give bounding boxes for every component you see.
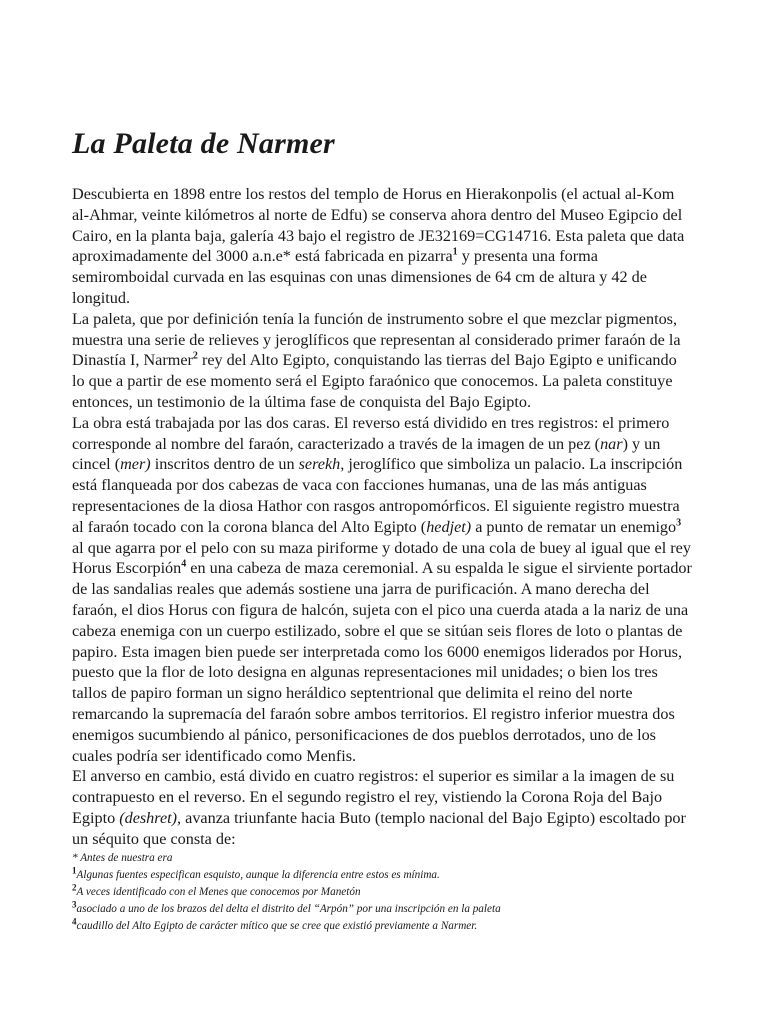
- text-run: en una cabeza de maza ceremonial. A su espalda le sigue el sirviente portador de las sandalias reales que además sostiene una jarra de purificación. A mano derecha del faraón, el dios Horus con figura de halcón, sujeta con el pico una cuerda atada a la nariz de una cabeza enemiga con un cuerpo estilizado, sobre el que se sitúan seis flores de loto o plantas de papiro. Esta imagen bien puede ser interpretada como los 6000 enemigos liderados por Horus, puesto que la flor de loto designa en algunas representaciones mil unidades; o bien los tres tallos de papiro forman un signo heráldico septentrional que delimita el reino del norte remarcando la supremacía del faraón sobre ambos territorios. El registro inferior muestra dos enemigos sucumbiendo al pánico, personificaciones de dos pueblos derrotados, uno de los cuales podría ser identificado como Menfis.: [72, 559, 692, 765]
- paragraph-1: [72, 184, 692, 309]
- footnote-marker: 3: [72, 898, 77, 909]
- footnote-text: A veces identificado con el Menes que conocemos por Manetón: [76, 885, 361, 898]
- footnote-marker: 1: [72, 864, 77, 875]
- footnote-text: * Antes de nuestra era: [72, 851, 173, 864]
- text-run: Descubierta en 1898 entre los restos del templo de Horus en Hierakonpolis (el actual al-Kom al-Ahmar, veinte kilómetros al norte de Edfu) se conserva ahora dentro del Museo Egipcio del Cairo, en la planta baja, galería 43 bajo el registro de JE32169=CG14716. Esta paleta que data aproximadamente del 3000 a.n.e* está fabricada en pizarra: [72, 185, 685, 266]
- footnote-asterisk: [72, 850, 692, 867]
- footnote-ref-2: 2: [192, 350, 198, 362]
- footnote-text: Algunas fuentes especifican esquisto, aunque la diferencia entre estos es mínima.: [76, 868, 440, 881]
- text-run: rey del Alto Egipto, conquistando las tierras del Bajo Egipto e unificando lo que a partir de ese momento será el Egipto faraónico que conocemos. La paleta constituye entonces, un testimonio de la última fase de conquista del Bajo Egipto.: [72, 351, 677, 411]
- footnote-ref-4: 4: [181, 558, 187, 570]
- paragraph-3: [72, 413, 692, 767]
- paragraph-2: [72, 309, 692, 413]
- footnote-4: [72, 915, 692, 935]
- italic-term: mer): [120, 455, 151, 474]
- footnote-2: [72, 881, 692, 901]
- text-run: La obra está trabajada por las dos caras. El reverso está dividido en tres registros: el primero corresponde al nombre del faraón, caracterizado a través de la imagen de un pez (: [72, 413, 670, 453]
- text-run: avanza triunfante hacia Buto (templo nacional del Bajo Egipto) escoltado por un séquito que consta de:: [72, 808, 686, 848]
- footnote-3: [72, 898, 692, 918]
- body-text: [72, 184, 692, 850]
- italic-term: nar: [600, 434, 623, 453]
- text-run: a punto de rematar un enemigo: [471, 517, 677, 536]
- text-run: inscritos dentro de un: [150, 455, 299, 474]
- footnote-marker: 4: [72, 915, 77, 926]
- footnote-text: asociado a uno de los brazos del delta el distrito del “Arpón” por una inscripción en la paleta: [76, 902, 501, 915]
- text-run: El anverso en cambio, está divido en cuatro registros: el superior es similar a la imagen de su contrapuesto en el reverso. En el segundo registro el rey, vistiendo la Corona Roja del Bajo Egipto: [72, 767, 675, 827]
- footnote-text: caudillo del Alto Egipto de carácter mítico que se cree que existió previamente a Narmer.: [76, 919, 478, 932]
- footnotes: [72, 850, 692, 935]
- italic-term: hedjet): [426, 517, 472, 536]
- text-run: La paleta, que por definición tenía la función de instrumento sobre el que mezclar pigmentos, muestra una serie de relieves y jeroglíficos que representan al considerado primer faraón de la Dinastía I, Narmer: [72, 309, 681, 370]
- text-run: al que agarra por el pelo con su maza piriforme y dotado de una cola de buey al igual que el rey Horus Escorpión: [72, 538, 691, 578]
- text-run: y presenta una forma semiromboidal curvada en las esquinas con unas dimensiones de 64 cm de altura y 42 de longitud.: [72, 247, 647, 307]
- document-title: La Paleta de Narmer: [72, 127, 335, 160]
- italic-term: (deshret),: [119, 808, 182, 827]
- paragraph-4: [72, 766, 692, 849]
- footnote-ref-1: 1: [452, 247, 458, 258]
- footnote-marker: 2: [72, 881, 77, 892]
- footnote-ref-3: 3: [676, 517, 682, 529]
- italic-term: serekh,: [298, 455, 345, 474]
- text-run: ) y un cincel (: [72, 434, 661, 474]
- document-page: [72, 124, 692, 935]
- text-run: jeroglífico que simboliza un palacio. La inscripción está flanqueada por dos cabezas de vaca con facciones humanas, una de las más antiguas representaciones de la diosa Hathor con rasgos antropomórficos. El siguiente registro muestra al faraón tocado con la corona blanca del Alto Egipto (: [72, 455, 683, 536]
- footnote-1: [72, 864, 692, 884]
